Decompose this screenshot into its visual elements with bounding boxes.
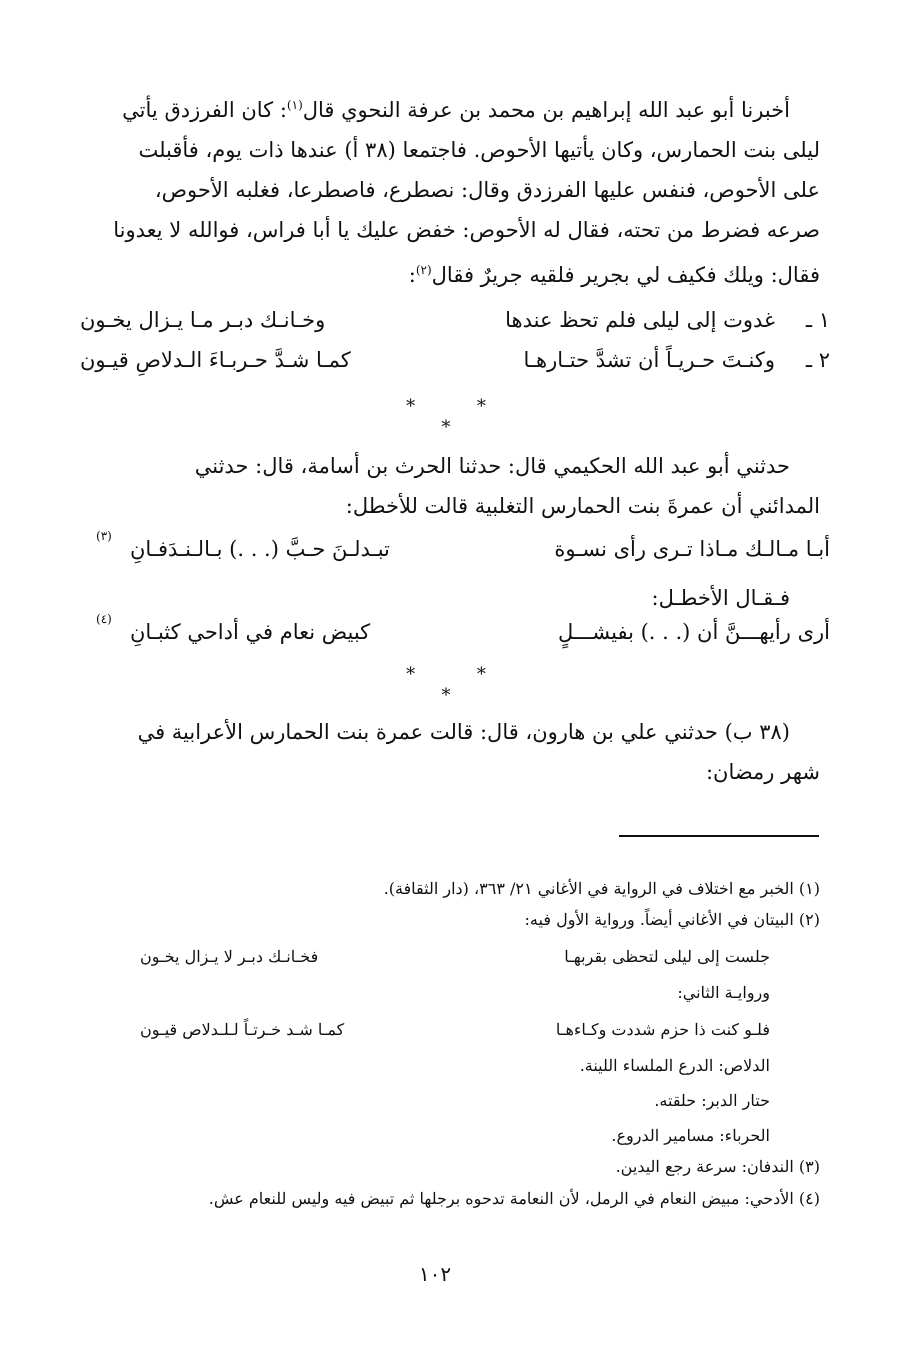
para1-line-2: ليلى بنت الحمارس، وكان يأتيها الأحوص. فاجتمعا (٣٨ أ) عندها ذات يوم، فأقبلت: [138, 138, 820, 162]
verse-first-hemistich: أرى رأيهـــنَّ أن (. . .) بفيشـــلٍ: [558, 620, 830, 644]
verse-second-hemistich-text: تبـدلـنَ حـبَّ (. . .) بـالـنـدَفـانِ: [130, 537, 390, 561]
footnote-verse-first-hemistich: فلـو كنت ذا حزم شددت وكـاءهـا: [555, 1020, 770, 1039]
footnote-ref-2: (٢): [415, 263, 432, 277]
footnote-4: [95, 1183, 820, 1214]
para3-line-1: (٣٨ ب) حدثني علي بن هارون، قال: قالت عمرة بنت الحمارس الأعرابية في: [137, 720, 790, 744]
verse-1: [70, 308, 830, 348]
paragraph-1: [70, 85, 820, 295]
paragraph-2: [70, 446, 820, 526]
footnote-1-text: (١) الخبر مع اختلاف في الرواية في الأغاني ٢١/ ٣٦٣، (دار الثقافة).: [383, 879, 820, 898]
footnote-2: [95, 904, 820, 935]
para3-line-2: شهر رمضان:: [705, 760, 820, 784]
footnote-verse-first-hemistich: جلست إلى ليلى لتحظى بقربهـا: [564, 947, 770, 966]
verse-second-hemistich: كمـا شـدَّ حـربـاءَ الـدلاصِ قيـون: [80, 348, 351, 372]
verse-second-hemistich-text: كبيض نعام في أداحي كثبـانِ: [130, 620, 371, 644]
verse-second-hemistich: [96, 612, 371, 644]
para1-line-5-text: فقال: ويلك فكيف لي بجرير فلقيه جريرٌ فقال: [431, 263, 820, 287]
para1-line-1: [70, 85, 820, 130]
page-number: ١٠٢: [418, 1262, 452, 1286]
verse-first-hemistich: وكنـتَ حـريـاً أن تشدَّ حتـارهـا: [523, 348, 775, 372]
gloss-2: [95, 1081, 820, 1116]
footnote-verse-second-hemistich: فخـانـك دبـر لا يـزال يخـون: [140, 947, 319, 966]
footnote-3-text: (٣) الندفان: سرعة رجع اليدين.: [615, 1157, 820, 1176]
para1-line-4: صرعه فضرط من تحته، فقال له الأحوص: خفض عليك يا أبا فراس، فوالله لا يعدونا: [113, 218, 820, 242]
footnote-2-second-intro: [95, 977, 820, 1008]
verse-second-hemistich: وخـانـك دبـر مـا يـزال يخـون: [80, 308, 326, 332]
section-divider-stars: * * *: [406, 664, 514, 706]
gloss-3-text: الحرباء: مسامير الدروع.: [611, 1126, 770, 1145]
para1-line-1-text: أخبرنا أبو عبد الله إبراهيم بن محمد بن عرفة النحوي قال: [302, 98, 790, 122]
footnote-verse-second-hemistich: كمـا شـد خـرتـاً لـلـدلاص قيـون: [140, 1020, 345, 1039]
verse-number: ١ ـ: [805, 308, 830, 332]
para1-line-5: [70, 250, 820, 295]
footnote-ref-4: (٤): [96, 612, 112, 626]
verse-first-hemistich: أبـا مـالـك مـاذا تـرى رأى نسـوة: [554, 537, 830, 561]
gloss-1-text: الدلاص: الدرع الملساء اللينة.: [579, 1056, 770, 1075]
gloss-1: [95, 1050, 820, 1081]
para2-line-1: حدثني أبو عبد الله الحكيمي قال: حدثنا الحرث بن أسامة، قال: حدثني: [194, 454, 790, 478]
footnote-4-text: (٤) الأدحي: مبيض النعام في الرمل، لأن النعامة تدحوه برجلها ثم تبيض فيه وليس للنعام عش.: [208, 1189, 820, 1208]
para1-line-1-tail: : كان الفرزدق يأتي: [122, 98, 287, 122]
footnotes: [95, 873, 820, 1214]
footnote-2-text: (٢) البيتان في الأغاني أيضاً. ورواية الأول فيه:: [524, 910, 820, 929]
footnote-2-verse-1: [95, 935, 820, 977]
footnote-ref-1: (١): [286, 98, 303, 112]
paragraph-3: [70, 712, 820, 792]
gloss-3: [95, 1116, 820, 1151]
verse-first-hemistich: غدوت إلى ليلى فلم تحظ عندها: [505, 308, 775, 332]
footnote-1: [95, 873, 820, 904]
gloss-2-text: حتار الدبر: حلقته.: [654, 1091, 770, 1110]
section-divider-stars: * * *: [406, 396, 514, 438]
verse-2: [70, 348, 830, 388]
para2-line-2: المدائني أن عمرةَ بنت الحمارس التغلبية قالت للأخطل:: [345, 494, 820, 518]
akhtal-intro: [70, 578, 820, 618]
akhtal-said-line: فـقـال الأخطـل:: [651, 586, 790, 610]
footnote-2-second-text: وروايـة الثاني:: [677, 983, 770, 1002]
verse-3: [70, 529, 830, 577]
verse-number: ٢ ـ: [805, 348, 830, 372]
para1-line-5-tail: :: [408, 263, 416, 287]
para1-line-3: على الأحوص، فنفس عليها الفرزدق وقال: نصطرع، فاصطرعا، فغلبه الأحوص،: [154, 178, 820, 202]
footnote-separator: [619, 835, 819, 837]
verse-second-hemistich: [96, 529, 390, 561]
footnote-2-verse-2: [95, 1008, 820, 1050]
footnote-3: [95, 1151, 820, 1183]
verse-4: [70, 612, 830, 660]
footnote-ref-3: (٣): [96, 529, 112, 543]
